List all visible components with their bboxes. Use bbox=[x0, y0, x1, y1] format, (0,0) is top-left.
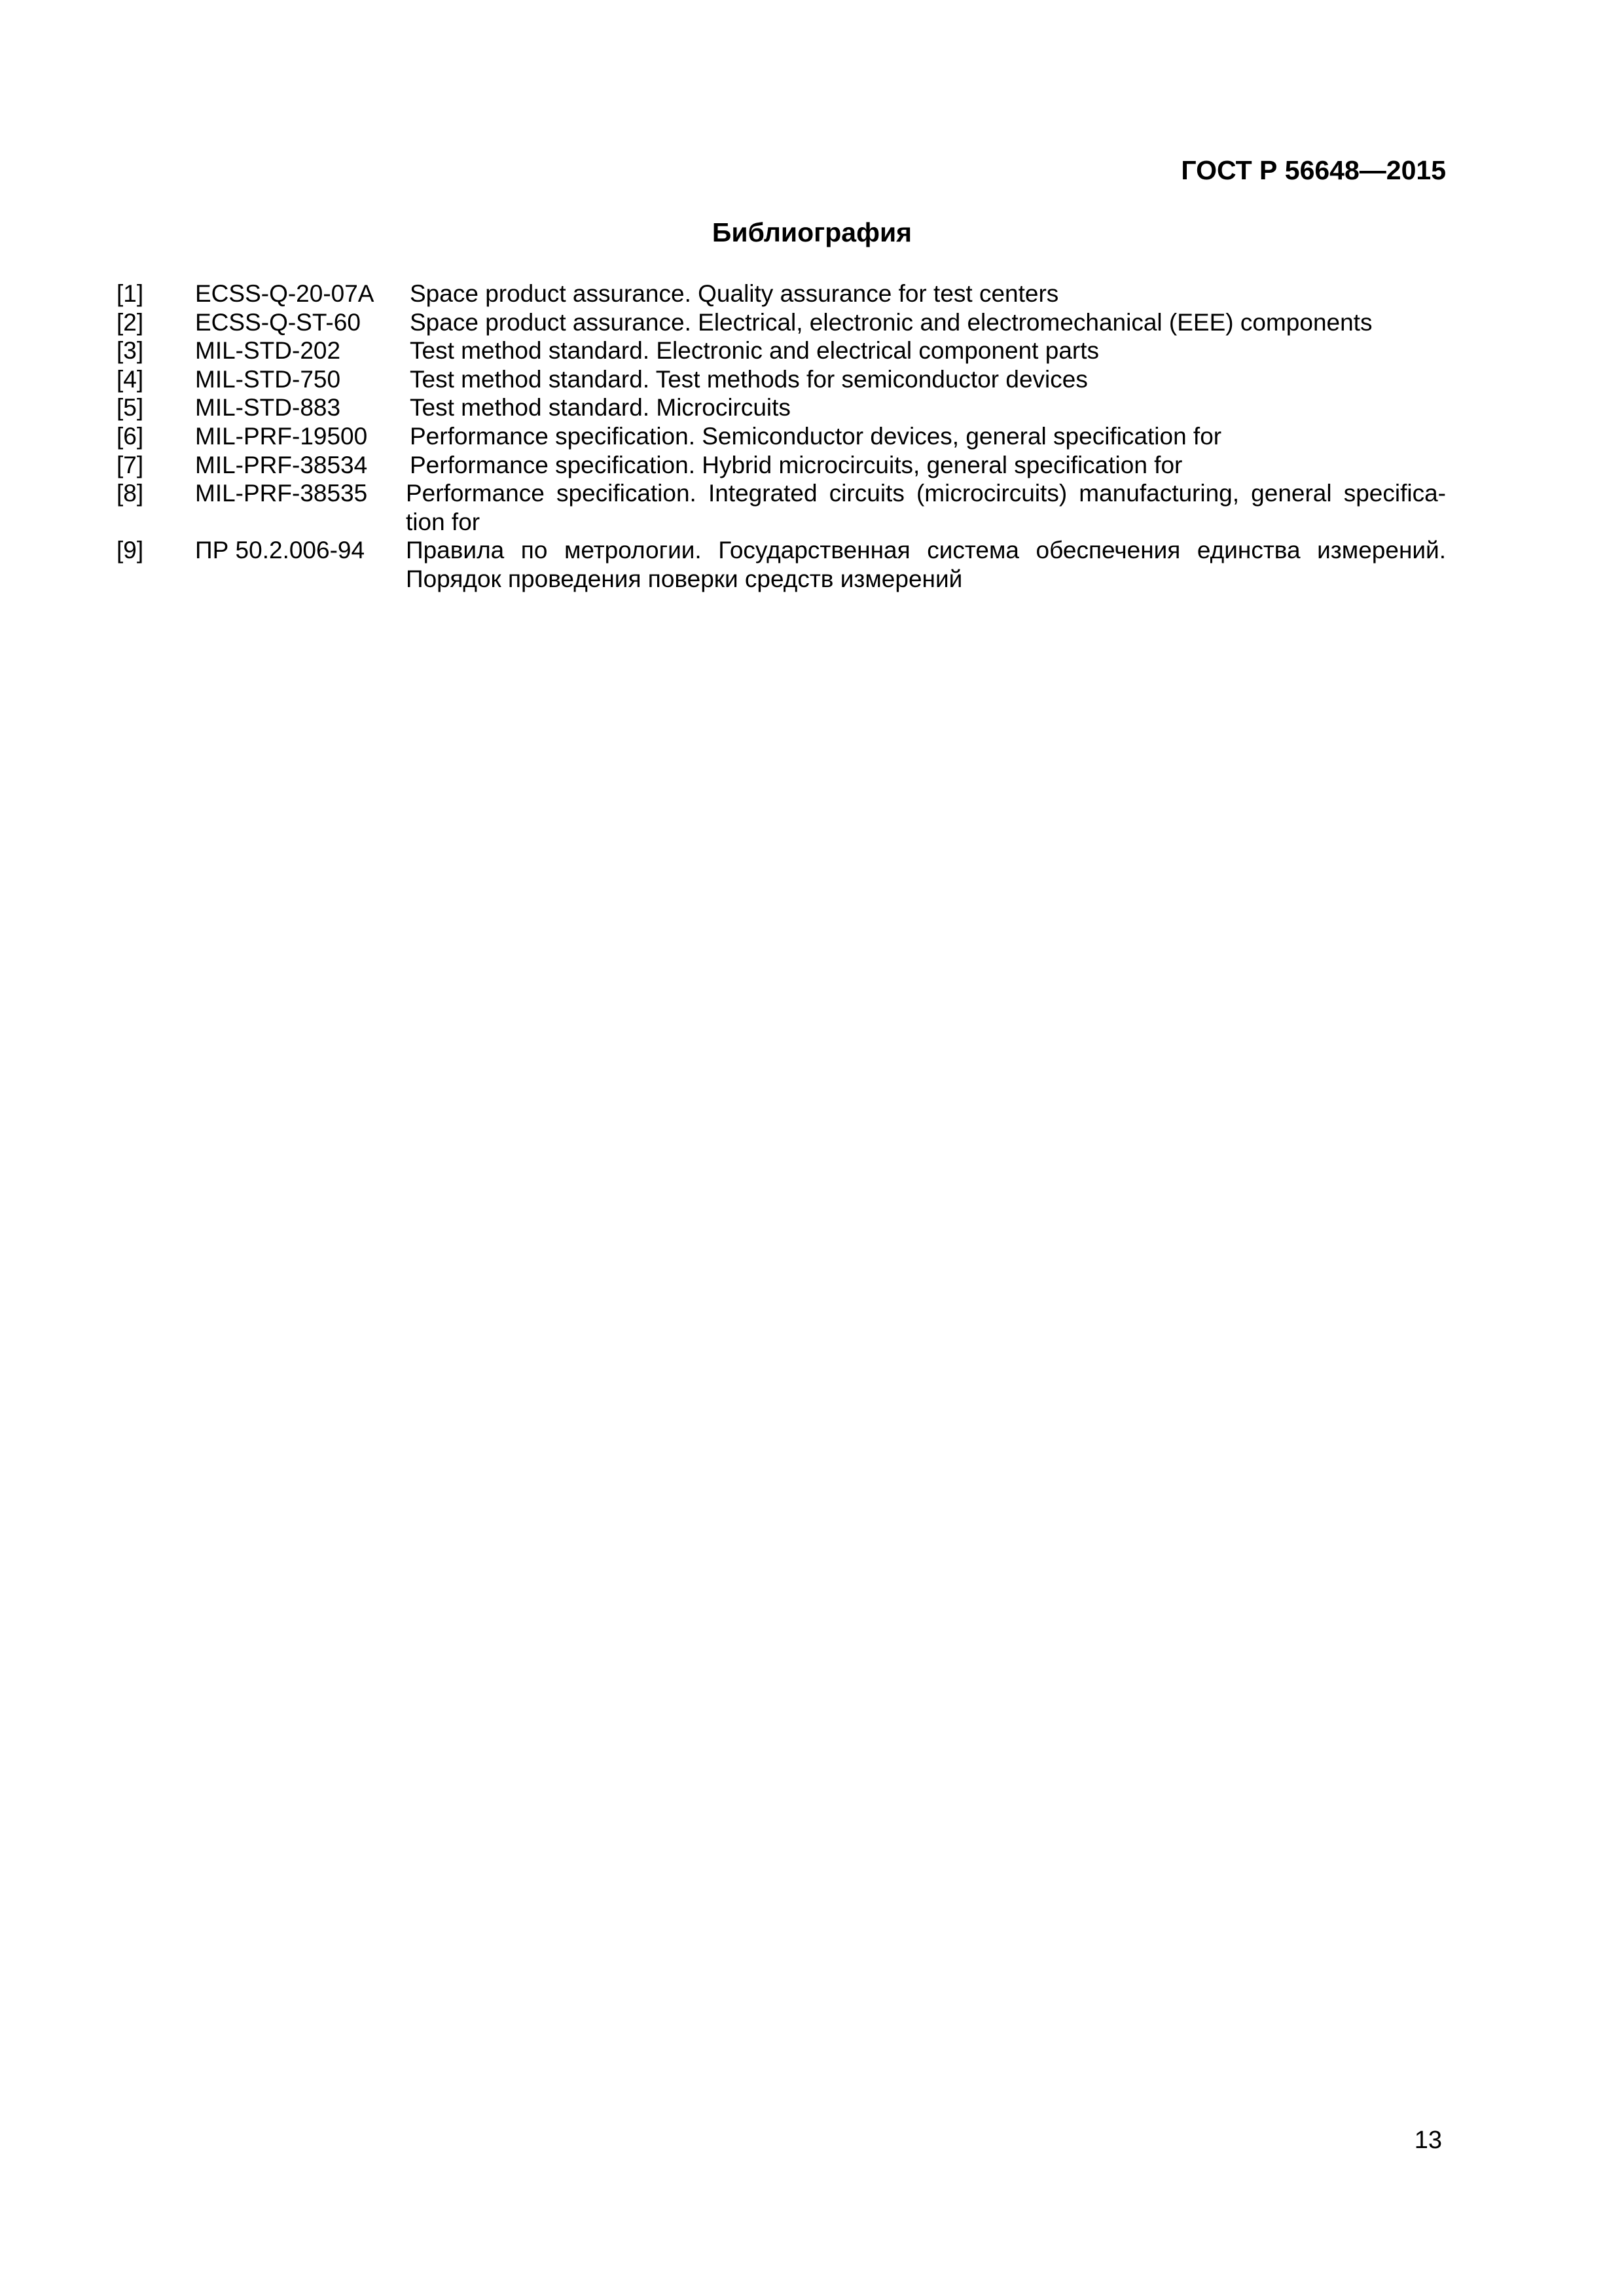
bibliography-entry bbox=[117, 479, 1446, 536]
entry-description: Test method standard. Microcircuits bbox=[410, 394, 791, 422]
entry-code: MIL-STD-202 bbox=[195, 337, 341, 365]
document-code: ГОСТ Р 56648—2015 bbox=[1181, 155, 1446, 185]
entry-number: [6] bbox=[117, 422, 144, 450]
entry-description: Performance specification. Hybrid microcircuits, general specification for bbox=[410, 451, 1183, 478]
bibliography-entry bbox=[117, 536, 1446, 593]
bibliography-entry bbox=[117, 308, 1446, 337]
entry-description: Space product assurance. Quality assurance for test centers bbox=[410, 280, 1059, 307]
entry-code: MIL-PRF-38535 bbox=[195, 480, 368, 507]
bibliography-entry bbox=[117, 279, 1446, 308]
entry-description: Performance specification. Integrated circuits (microcircuits) manufacturing, general specifica-tion for bbox=[406, 480, 1446, 535]
entry-code: MIL-PRF-19500 bbox=[195, 422, 368, 450]
entry-number: [8] bbox=[117, 480, 144, 507]
bibliography-entry bbox=[117, 422, 1446, 451]
bibliography-entry bbox=[117, 393, 1446, 422]
entry-number: [2] bbox=[117, 308, 144, 336]
entry-number: [5] bbox=[117, 394, 144, 422]
entry-code: ECSS-Q-ST-60 bbox=[195, 308, 361, 336]
entry-code: MIL-PRF-38534 bbox=[195, 451, 368, 478]
entry-description: Performance specification. Semiconductor devices, general specification for bbox=[410, 422, 1222, 450]
entry-description: Test method standard. Electronic and electrical component parts bbox=[410, 337, 1100, 365]
entry-number: [4] bbox=[117, 365, 144, 393]
entry-code: ECSS-Q-20-07A bbox=[195, 280, 374, 307]
entry-description: Правила по метрологии. Государственная система обеспечения единства измерений. Порядок проведения поверки средств измерений bbox=[406, 537, 1446, 592]
entry-number: [3] bbox=[117, 337, 144, 365]
bibliography-title: Библиография bbox=[712, 217, 912, 247]
entry-code: ПР 50.2.006-94 bbox=[195, 537, 365, 564]
entry-description: Space product assurance. Electrical, electronic and electromechanical (EEE) components bbox=[410, 308, 1373, 336]
entry-number: [9] bbox=[117, 537, 144, 564]
entry-number: [7] bbox=[117, 451, 144, 478]
page-number: 13 bbox=[1414, 2126, 1442, 2154]
entry-code: MIL-STD-883 bbox=[195, 394, 341, 422]
entry-code: MIL-STD-750 bbox=[195, 365, 341, 393]
entry-description: Test method standard. Test methods for semiconductor devices bbox=[410, 365, 1088, 393]
entry-number: [1] bbox=[117, 280, 144, 307]
bibliography-list bbox=[117, 279, 1446, 594]
bibliography-entry bbox=[117, 451, 1446, 480]
bibliography-entry bbox=[117, 365, 1446, 394]
bibliography-entry bbox=[117, 336, 1446, 365]
